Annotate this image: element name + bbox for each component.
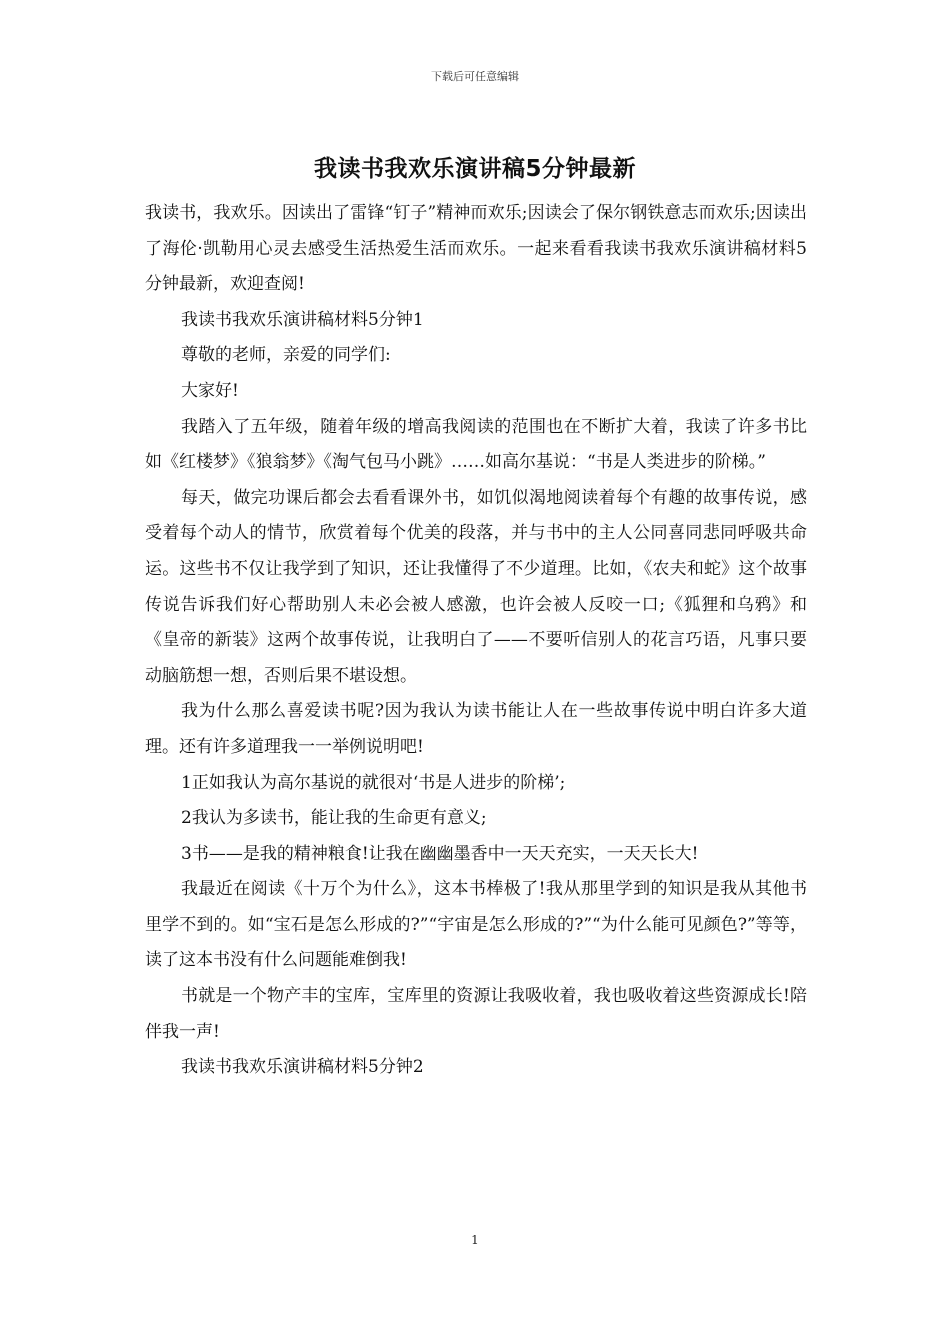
intro-paragraph: 我读书，我欢乐。因读出了雷锋“钉子”精神而欢乐;因读会了保尔钢铁意志而欢乐;因读出了海伦·凯勒用心灵去感受生活热爱生活而欢乐。一起来看看我读书我欢乐演讲稿材料5分钟最新，欢迎查阅!	[145, 203, 807, 295]
list-item: 2我认为多读书，能让我的生命更有意义;	[181, 808, 487, 829]
section-heading-1: 我读书我欢乐演讲稿材料5分钟1	[181, 309, 424, 330]
header-note: 下载后可任意编辑	[431, 70, 519, 83]
body-paragraph: 每天，做完功课后都会去看看课外书，如饥似渴地阅读着每个有趣的故事传说，感受着每个动人的情节，欣赏着每个优美的段落，并与书中的主人公同喜同悲同呼吸共命运。这些书不仅让我学到了知识，还让我懂得了不少道理。比如，《农夫和蛇》这个故事传说告诉我们好心帮助别人未必会被人感激，也许会被人反咬一口;《狐狸和乌鸦》和《皇帝的新装》这两个故事传说，让我明白了——不要听信别人的花言巧语，凡事只要动脑筋想一想，否则后果不堪设想。	[145, 487, 807, 686]
section-heading-2: 我读书我欢乐演讲稿材料5分钟2	[181, 1057, 424, 1078]
list-item: 3书——是我的精神粮食!让我在幽幽墨香中一天天充实，一天天长大!	[181, 843, 699, 864]
document-body	[145, 196, 807, 1086]
body-paragraph: 我最近在阅读《十万个为什么》，这本书棒极了!我从那里学到的知识是我从其他书里学不到的。如“宝石是怎么形成的?”“宇宙是怎么形成的?”“为什么能可见颜色?”等等，读了这本书没有什么问题能难倒我!	[145, 879, 807, 971]
page-number: 1	[471, 1233, 479, 1247]
body-paragraph: 我为什么那么喜爱读书呢?因为我认为读书能让人在一些故事传说中明白许多大道理。还有许多道理我一一举例说明吧!	[145, 701, 807, 757]
list-item: 1正如我认为高尔基说的就很对‘书是人进步的阶梯’;	[181, 772, 566, 793]
salutation: 尊敬的老师，亲爱的同学们:	[181, 345, 391, 366]
body-paragraph: 我踏入了五年级，随着年级的增高我阅读的范围也在不断扩大着，我读了许多书比如《红楼梦》《狼翁梦》《淘气包马小跳》……如高尔基说：“书是人类进步的阶梯。”	[145, 416, 807, 473]
body-paragraph: 书就是一个物产丰的宝库，宝库里的资源让我吸收着，我也吸收着这些资源成长!陪伴我一声!	[145, 986, 807, 1042]
greeting: 大家好!	[181, 380, 239, 401]
document-title: 我读书我欢乐演讲稿5分钟最新	[313, 156, 636, 182]
